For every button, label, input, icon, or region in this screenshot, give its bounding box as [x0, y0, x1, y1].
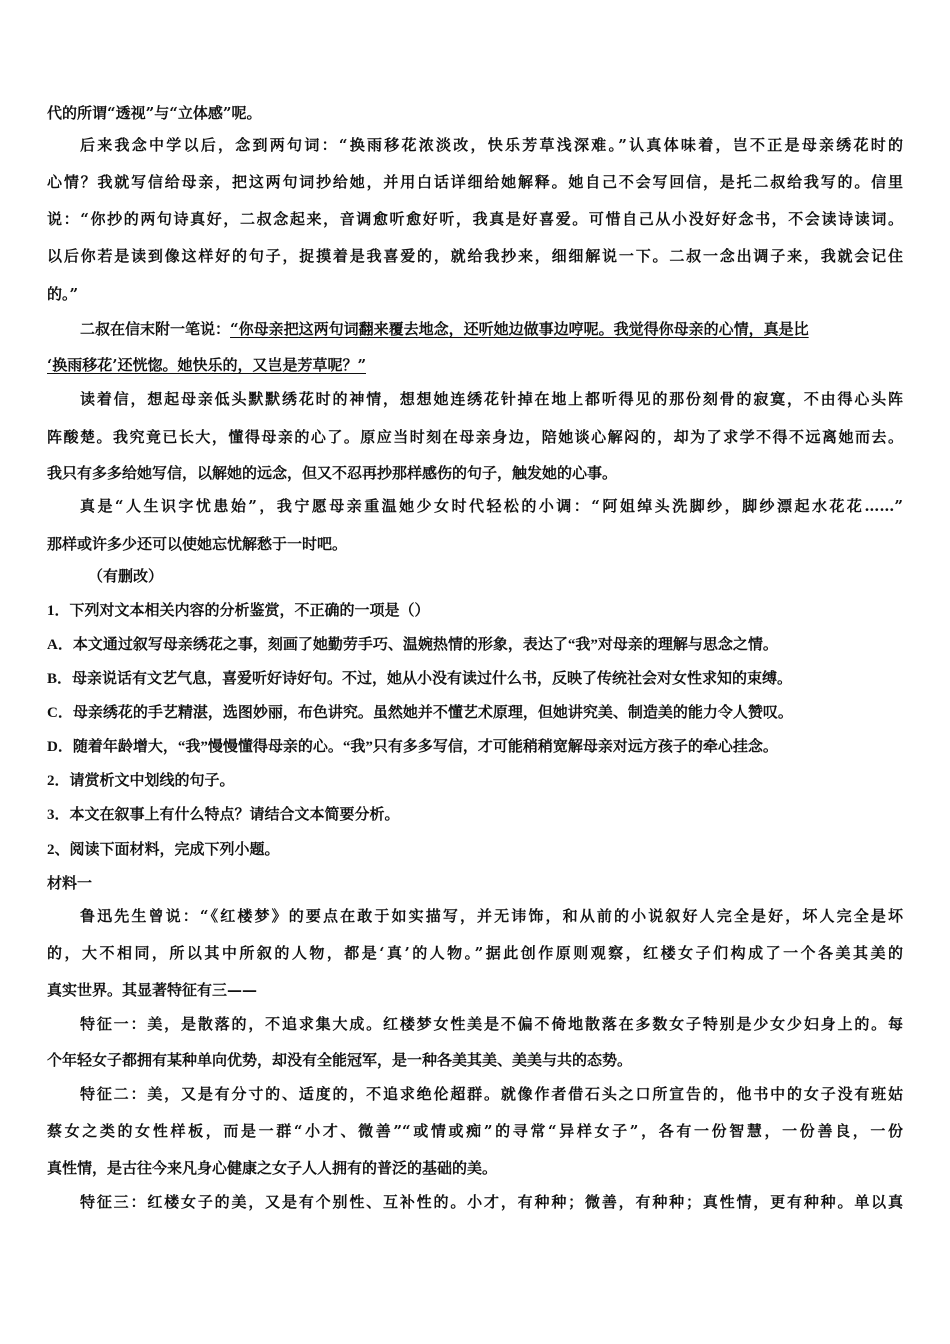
passage-line: 我只有多多给她写信，以解她的远念，但又不忍再抄那样感伤的句子，触发她的心事。 — [47, 464, 618, 482]
passage-line: 读着信，想起母亲低头默默绣花时的神情，想想她连绣花针掉在地上都听得见的那份刻骨的寂寞，不由得心头阵 — [80, 390, 903, 408]
passage-line: 真性情，是古往今来凡身心健康之女子人人拥有的普泛的基础的美。 — [47, 1159, 498, 1177]
passage-line: 心情？我就写信给母亲，把这两句词抄给她，并用白话详细给她解释。她自己不会写回信，是托二叔给我写的。信里 — [47, 173, 903, 191]
passage-line: 特征三：红楼女子的美，又是有个别性、互补性的。小才，有种种；微善，有种种；真性情，更有种种。单以真 — [80, 1193, 903, 1211]
passage-line: 真实世界。其显著特征有三—— — [47, 981, 258, 999]
passage-line: 后来我念中学以后，念到两句词：“换雨移花浓淡改，快乐芳草浅深难。”认真体味着，岂不正是母亲绣花时的 — [80, 136, 903, 154]
option-b: B．母亲说话有文艺气息，喜爱听好诗好句。不过，她从小没有读过什么书，反映了传统社会对女性求知的束缚。 — [47, 671, 793, 687]
passage-line: 蔡女之类的女性样板，而是一群“小才、微善”“或情或痴”的寻常“异样女子”，各有一份智慧，一份善良，一份 — [47, 1122, 903, 1140]
option-c: C．母亲绣花的手艺精湛，选图妙丽，布色讲究。虽然她并不懂艺术原理，但她讲究美、制造美的能力令人赞叹。 — [47, 705, 793, 721]
material-heading: 材料一 — [47, 876, 93, 892]
passage-line: 个年轻女子都拥有某种单向优势，却没有全能冠军，是一种各美其美、美美与共的态势。 — [47, 1051, 633, 1069]
passage-line: 那样或许多少还可以使她忘忧解愁于一时吧。 — [47, 535, 348, 553]
passage-line: 鲁迅先生曾说：“《红楼梦》的要点在敢于如实描写，并无讳饰，和从前的小说叙好人完全是好，坏人完全是坏 — [80, 907, 903, 925]
passage-line: 的，大不相同，所以其中所叙的人物，都是‘真’的人物。”据此创作原则观察，红楼女子们构成了一个各美其美的 — [47, 944, 903, 962]
source-note: （有删改） — [88, 569, 164, 585]
passage-text: 二叔在信末附一笔说： — [80, 320, 231, 338]
question-1: 1．下列对文本相关内容的分析鉴赏，不正确的一项是（） — [47, 603, 430, 619]
passage-line — [80, 319, 903, 339]
passage-line: 说：“你抄的两句诗真好，二叔念起来，音调愈听愈好听，我真是好喜爱。可惜自己从小没好好念书，不会读诗读词。 — [47, 210, 903, 228]
underlined-sentence: “你母亲把这两句词翻来覆去地念，还听她边做事边哼呢。我觉得你母亲的心情，真是比 — [230, 320, 809, 338]
question-2: 2．请赏析文中划线的句子。 — [47, 773, 235, 789]
passage-line: 阵酸楚。我究竟已长大，懂得母亲的心了。原应当时刻在母亲身边，陪她谈心解闷的，却为了求学不得不远离她而去。 — [47, 428, 903, 446]
passage-line: 特征一：美，是散落的，不追求集大成。红楼梦女性美是不偏不倚地散落在多数女子特别是少女少妇身上的。每 — [80, 1015, 903, 1033]
option-d: D．随着年龄增大，“我”慢慢懂得母亲的心。“我”只有多多写信，才可能稍稍宽解母亲对远方孩子的牵心挂念。 — [47, 739, 778, 755]
passage-line: 真是“人生识字忧患始”，我宁愿母亲重温她少女时代轻松的小调：“阿姐绰头洗脚纱，脚纱漂起水花花……” — [80, 497, 903, 515]
passage-line: 以后你若是读到像这样好的句子，捉摸着是我喜爱的，就给我抄来，细细解说一下。二叔一念出调子来，我就会记住 — [47, 247, 903, 265]
passage-line: 特征二：美，又是有分寸的、适度的，不追求绝伦超群。就像作者借石头之口所宣告的，他书中的女子没有班姑 — [80, 1085, 903, 1103]
underlined-sentence: ‘换雨移花’还恍惚。她快乐的，又岂是芳草呢？” — [47, 356, 367, 374]
passage-line: 代的所谓“透视”与“立体感”呢。 — [47, 104, 262, 122]
passage-line: 的。” — [47, 285, 79, 303]
option-a: A．本文通过叙写母亲绣花之事，刻画了她勤劳手巧、温婉热情的形象，表达了“我”对母亲的理解与思念之情。 — [47, 637, 778, 653]
section-2-heading: 2、阅读下面材料，完成下列小题。 — [47, 842, 280, 858]
question-3: 3．本文在叙事上有什么特点？请结合文本简要分析。 — [47, 807, 400, 823]
